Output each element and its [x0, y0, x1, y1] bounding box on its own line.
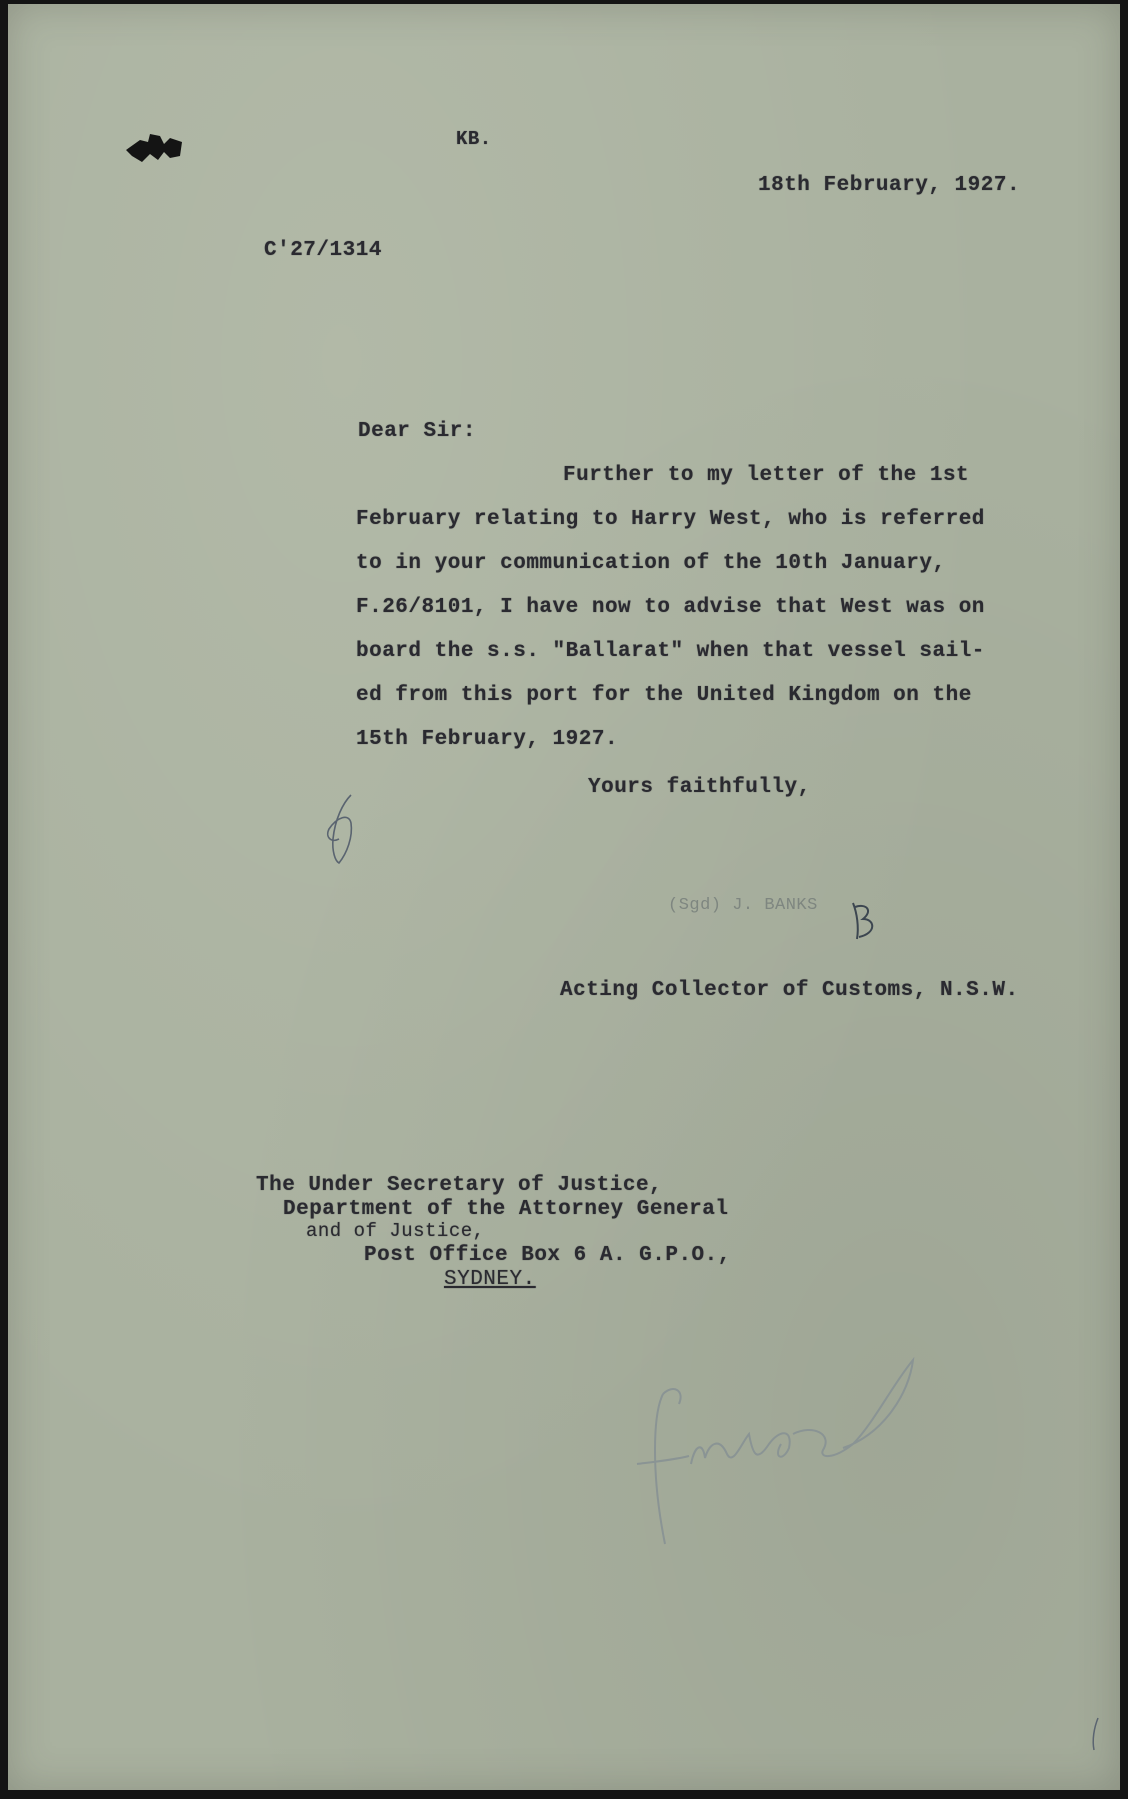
address-line: Post Office Box 6 A. G.P.O., [364, 1244, 731, 1267]
punch-hole-mark [120, 122, 200, 167]
body-line: ed from this port for the United Kingdom on the [356, 684, 972, 707]
address-line: Department of the Attorney General [283, 1198, 729, 1221]
reference-number: C'27/1314 [264, 239, 382, 262]
address-line-city: SYDNEY. [444, 1268, 536, 1291]
handwritten-note [623, 1324, 923, 1554]
address-line: The Under Secretary of Justice, [256, 1174, 663, 1197]
body-line: February relating to Harry West, who is referred [356, 508, 985, 531]
handwritten-initial [313, 789, 363, 869]
typist-initials: KB. [456, 128, 492, 150]
body-line: F.26/8101, I have now to advise that West was on [356, 596, 985, 619]
salutation: Dear Sir: [358, 420, 476, 443]
body-line: 15th February, 1927. [356, 728, 619, 751]
closing: Yours faithfully, [588, 776, 811, 799]
signed-stamp: (Sgd) J. BANKS [668, 896, 818, 915]
body-line: to in your communication of the 10th January, [356, 552, 946, 575]
corner-mark [1080, 1714, 1110, 1754]
address-line: and of Justice, [306, 1220, 485, 1242]
body-line: Further to my letter of the 1st [563, 464, 970, 487]
letter-date: 18th February, 1927. [758, 174, 1021, 197]
letter-page [8, 4, 1120, 1790]
body-line: board the s.s. "Ballarat" when that vessel sail- [356, 640, 985, 663]
signatory-title: Acting Collector of Customs, N.S.W. [560, 979, 1019, 1002]
handwritten-initial-b [843, 899, 883, 944]
